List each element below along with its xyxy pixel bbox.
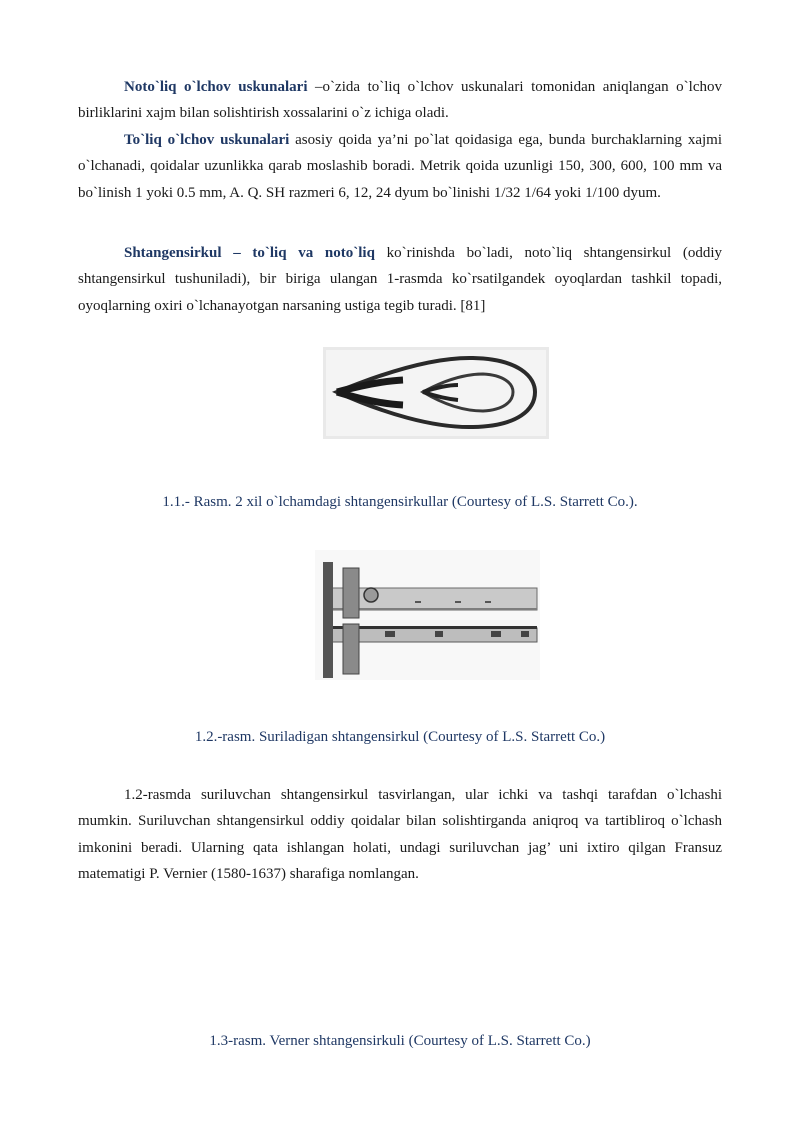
figure-two-calipers-image — [323, 347, 549, 439]
figure-2-caption: 1.2.-rasm. Suriladigan shtangensirkul (Courtesy of L.S. Starrett Co.) — [194, 729, 606, 745]
term-incomplete-measuring-tools: Noto`liq o`lchov uskunalari — [124, 79, 308, 95]
figure-sliding-caliper-image — [315, 550, 540, 680]
term-caliper: Shtangensirkul – to`liq va noto`liq — [124, 245, 375, 261]
paragraph-text: 1.2-rasmda suriluvchan shtangensirkul tasvirlangan, ular ichki va tashqi tarafdan o`lchashi mumkin. Suriluvchan shtangensirkul oddiy qoidalar bilan solishtirganda aniqroq va tartibliroq o`lchash imkonini beradi. Ularning qata ishlangan holati, undagi suriluvchan jag’ uni ixtiro qilgan Fransuz matematigi P. Vernier (1580-1637) sharafiga nomlangan. — [78, 787, 722, 882]
paragraph-incomplete-measuring-tools — [78, 74, 722, 127]
paragraph-text: –o`zida to`liq o`lchov uskunalari tomonidan aniqlangan o`lchov birliklarini xajm bilan solishtirish xossalarini o`z ichiga oladi. — [78, 79, 722, 122]
figure-1-caption: 1.1.- Rasm. 2 xil o`lchamdagi shtangensirkullar (Courtesy of L.S. Starrett Co.). — [162, 494, 638, 510]
paragraph-complete-measuring-tools — [78, 127, 722, 206]
paragraph-text: ko`rinishda bo`ladi, noto`liq shtangensirkul (oddiy shtangensirkul tushuniladi), bir biriga ulangan 1-rasmda ko`rsatilgandek oyoqlardan tashkil topadi, oyoqlarning oxiri o`lchanayotgan narsaning ustiga tegib turadi. [81] — [78, 245, 722, 314]
figure-3-caption: 1.3-rasm. Verner shtangensirkuli (Courtesy of L.S. Starrett Co.) — [209, 1033, 591, 1049]
paragraph-sliding-caliper — [78, 782, 722, 887]
term-complete-measuring-tools: To`liq o`lchov uskunalari — [124, 132, 290, 148]
paragraph-text: asosiy qoida ya’ni po`lat qoidasiga ega, bunda burchaklarning xajmi o`lchanadi, qoidalar uzunlikka qarab moslashib boradi. Metrik qoida uzunligi 150, 300, 600, 100 mm va bo`linish 1 yoki 0.5 mm, A. Q. SH razmeri 6, 12, 24 dyum bo`linishi 1/32 1/64 yoki 1/100 dyum. — [78, 132, 722, 201]
paragraph-caliper — [78, 240, 722, 319]
